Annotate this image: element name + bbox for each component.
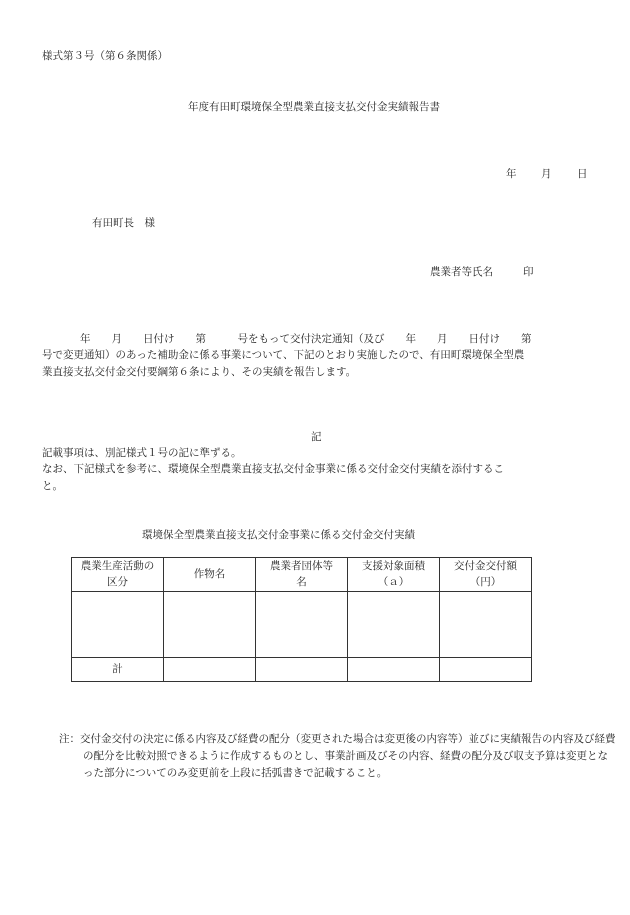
- addressee: 有田町長 様: [92, 217, 155, 229]
- instruction-line-2: なお、下記様式を参考に、環境保全型農業直接支払交付金事業に係る交付金交付実績を添付するこ: [42, 463, 504, 476]
- table-row: [72, 592, 532, 658]
- header-grant-amount: [440, 558, 532, 592]
- form-number: 様式第３号（第６条関係）: [42, 50, 168, 62]
- ki-heading: 記: [311, 431, 322, 443]
- header-line: 区分: [107, 575, 128, 588]
- table-cell: [164, 592, 256, 658]
- table-cell: [256, 658, 348, 682]
- body-line-3: 業直接支払交付金交付要綱第６条により、その実績を報告します。: [42, 365, 357, 378]
- seal-mark: 印: [523, 266, 534, 278]
- instructions: [42, 445, 590, 494]
- table-cell: [348, 658, 440, 682]
- header-line: （円）: [469, 575, 502, 588]
- table-total-row: [72, 658, 532, 682]
- header-line: 農業生産活動の: [80, 560, 155, 573]
- header-line: 農業者団体等: [270, 560, 333, 573]
- header-line: 支援対象面積: [362, 560, 425, 573]
- header-group-name: [256, 558, 348, 592]
- table-cell: [72, 592, 164, 658]
- instruction-line-1: 記載事項は、別記様式１号の記に準ずる。: [42, 447, 242, 459]
- table-cell: [440, 658, 532, 682]
- date-month-label: 月: [541, 168, 552, 180]
- header-support-area: [348, 558, 440, 592]
- report-body: [42, 331, 590, 380]
- table-cell: [440, 592, 532, 658]
- header-activity-category: [72, 558, 164, 592]
- header-line: 作物名: [193, 567, 226, 580]
- header-line: （ａ）: [377, 575, 410, 588]
- table-cell: [256, 592, 348, 658]
- table-cell: [164, 658, 256, 682]
- table-cell: [348, 592, 440, 658]
- instruction-line-3: と。: [42, 479, 63, 492]
- page-title: 年度有田町環境保全型農業直接支払交付金実績報告書: [188, 101, 440, 113]
- header-line: 名: [296, 575, 307, 588]
- header-crop-name: [164, 558, 256, 592]
- table-header-row: [72, 558, 532, 592]
- results-table: [71, 557, 532, 682]
- date-day-label: 日: [577, 168, 588, 180]
- footnote-prefix: 注：: [59, 733, 80, 745]
- footnote: [59, 731, 617, 781]
- body-line-2: 号で変更通知）のあった補助金に係る事業について、下記のとおり実施したので、有田町環境保全型農: [42, 349, 525, 362]
- body-line-1: 年 月 日付け 第 号をもって交付決定通知（及び 年 月 日付け 第: [80, 333, 532, 345]
- date-year-label: 年: [506, 168, 517, 180]
- total-label: 計: [72, 658, 164, 682]
- table-title: 環境保全型農業直接支払交付金事業に係る交付金交付実績: [142, 529, 415, 541]
- footnote-text: 交付金交付の決定に係る内容及び経費の配分（変更された場合は変更後の内容等）並びに実績報告の内容及び経費の配分を比較対照できるように作成するものとし、事業計画及びその内容、経費の配分及び収支予算は変更となった部分についてのみ変更前を上段に括弧書きで記載すること。: [80, 733, 616, 779]
- header-line: 交付金交付額: [454, 560, 517, 573]
- applicant-name-label: 農業者等氏名: [430, 266, 493, 278]
